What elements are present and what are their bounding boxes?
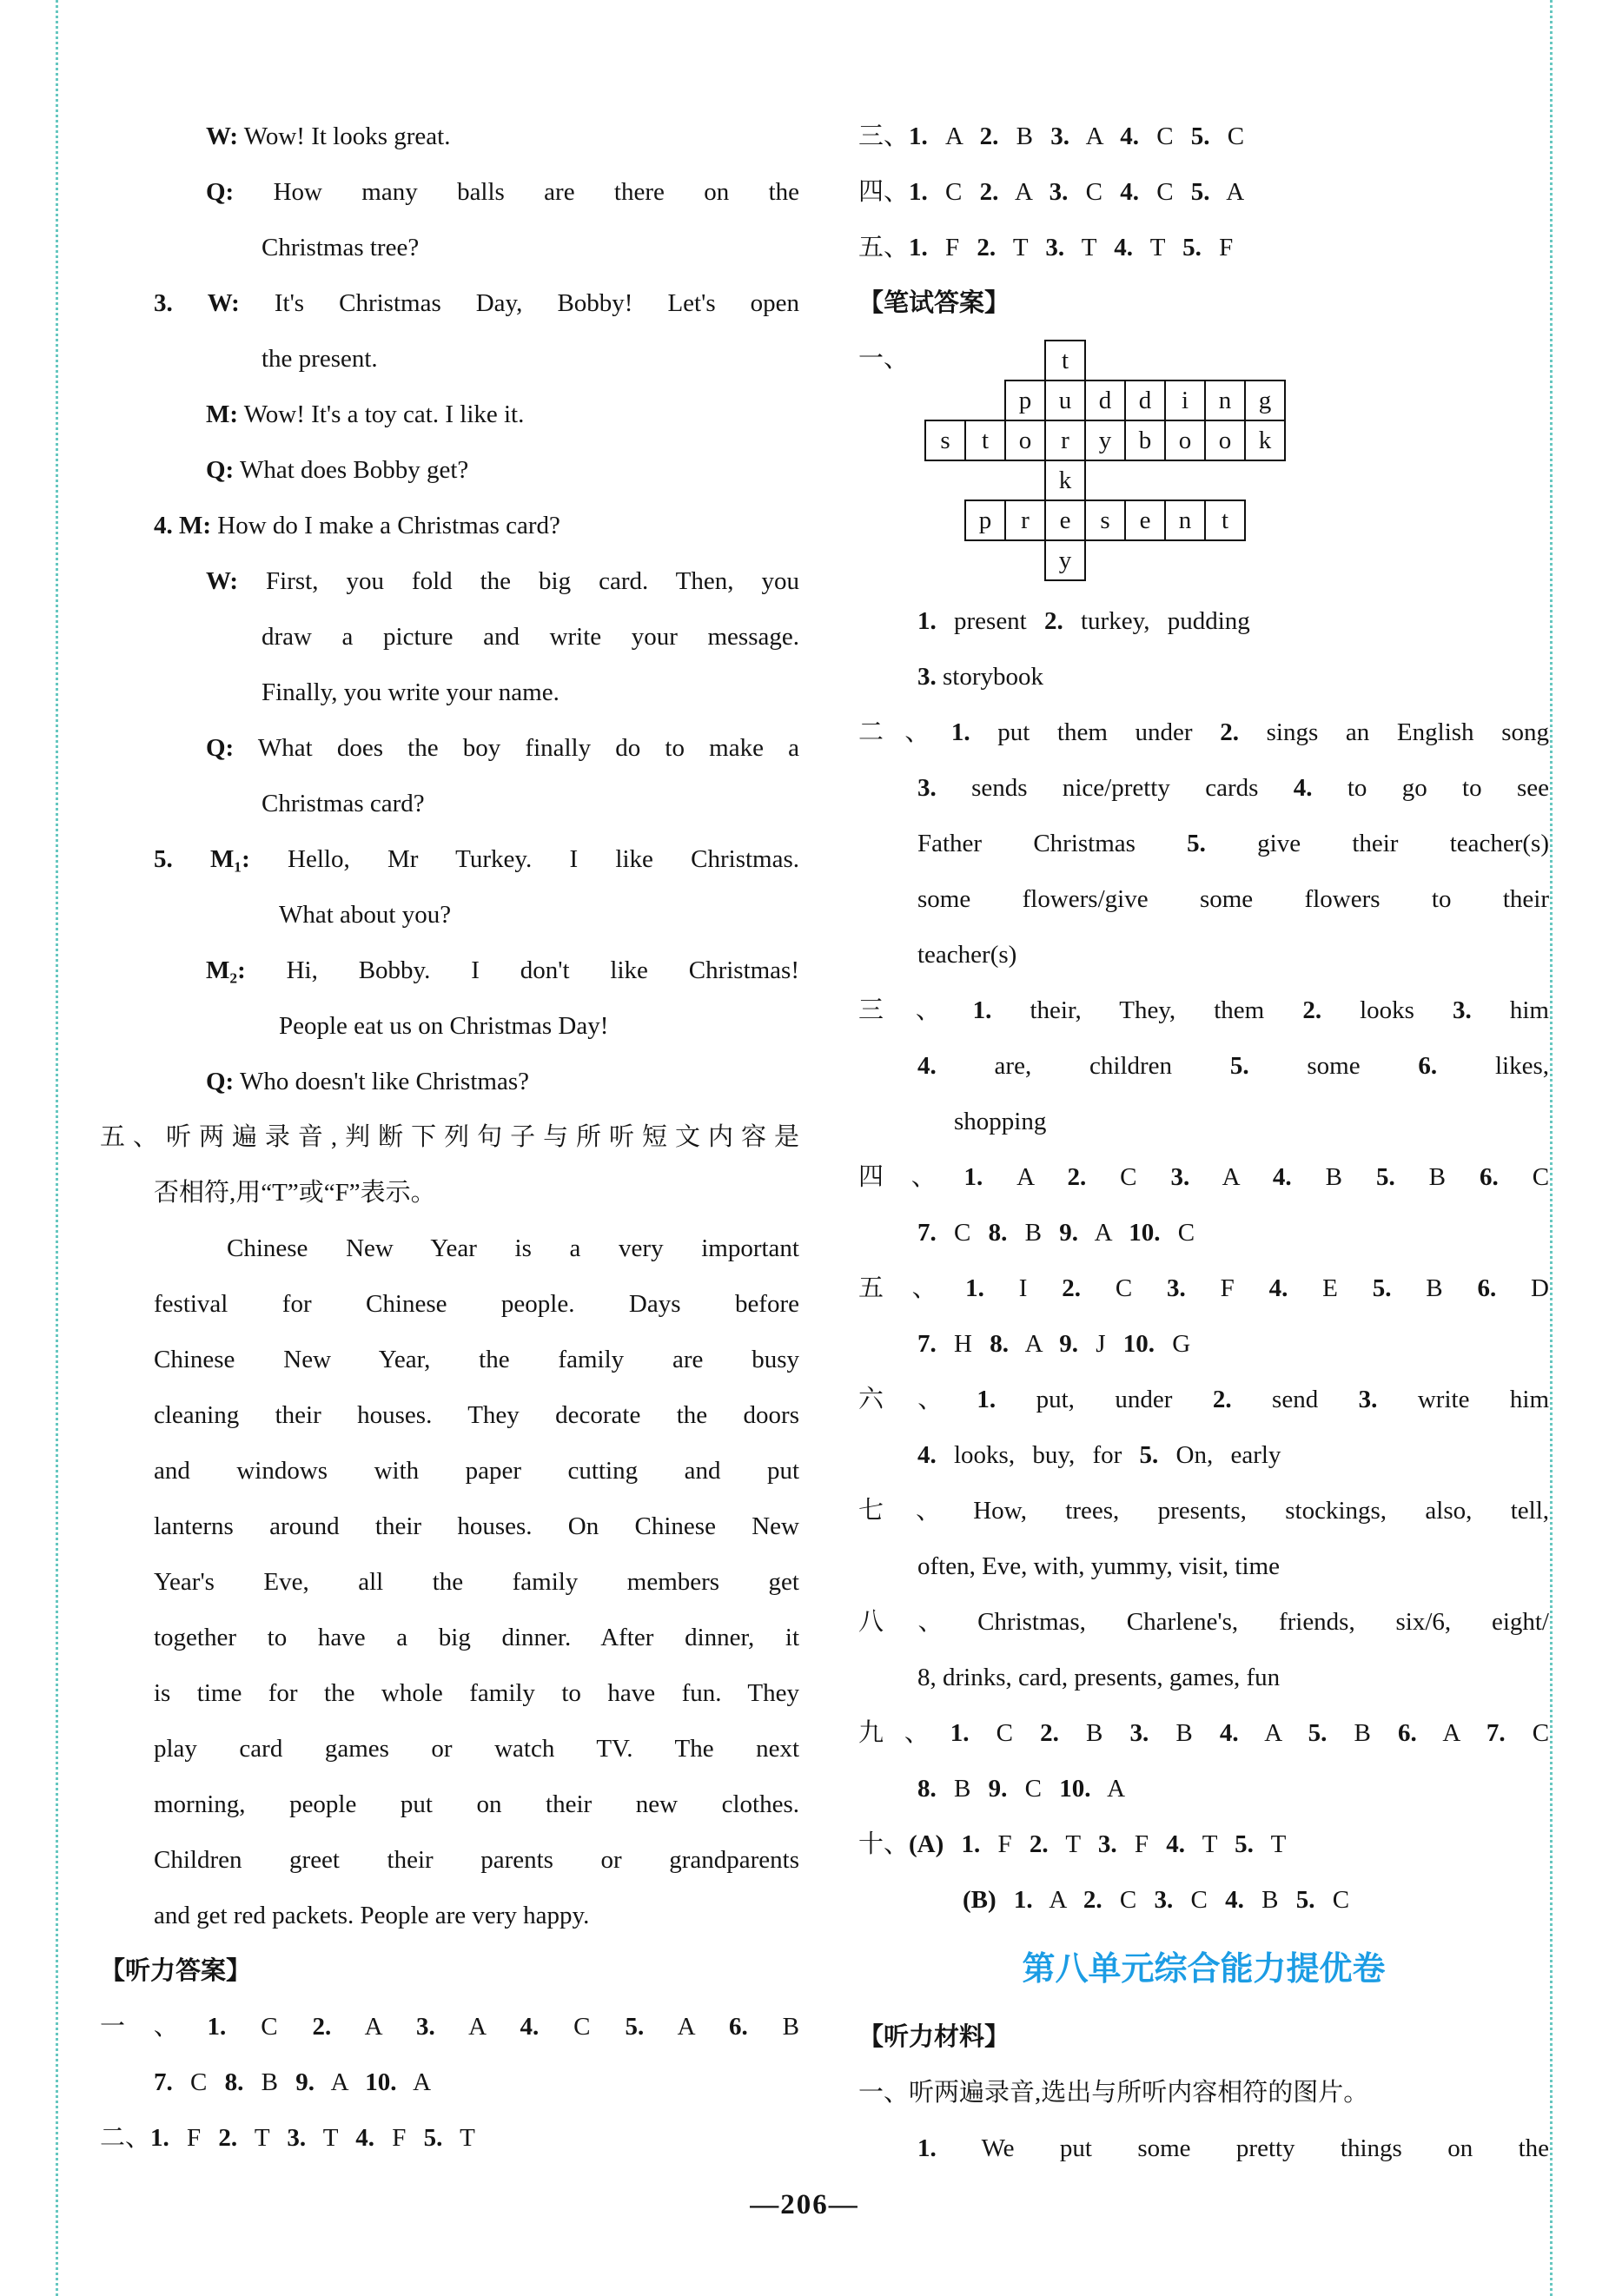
crossword-cell: e [1125, 500, 1165, 540]
crossword-empty-cell [1085, 460, 1125, 500]
crossword-cell: b [1125, 420, 1165, 460]
crossword-cell: o [1205, 420, 1245, 460]
text-line: is time for the whole family to have fun. They [154, 1679, 799, 1707]
crossword-cell: o [1005, 420, 1045, 460]
text-line: 四、1. A 2. C 3. A 4. B 5. B 6. C [858, 1163, 1550, 1191]
crossword-empty-cell [1125, 540, 1165, 580]
text-line: festival for Chinese people. Days before [154, 1290, 799, 1318]
text-line: M: Wow! It's a toy cat. I like it. [206, 400, 525, 428]
text-line: 1. We put some pretty things on the [917, 2134, 1549, 2162]
crossword-empty-cell [925, 460, 965, 500]
crossword-cell: k [1245, 420, 1285, 460]
crossword-empty-cell [925, 341, 965, 380]
text-line: M₂: Hi, Bobby. I don't like Christmas! [206, 956, 799, 984]
text-line: often, Eve, with, yummy, visit, time [917, 1552, 1280, 1580]
crossword-cell: k [1045, 460, 1085, 500]
text-line: 5. M₁: Hello, Mr Turkey. I like Christmas. [154, 845, 799, 873]
text-line: 二、1. put them under 2. sings an English song [858, 718, 1549, 746]
text-line: draw a picture and write your message. [262, 623, 799, 651]
text-line: and get red packets. People are very happy. [154, 1902, 590, 1929]
text-line: Q: What does the boy finally do to make a [206, 734, 799, 762]
text-line: 【笔试答案】 [858, 289, 1010, 317]
text-line: 3. storybook [917, 663, 1043, 691]
crossword-empty-cell [1245, 341, 1285, 380]
crossword-empty-cell [1165, 341, 1205, 380]
text-line: 8. B 9. C 10. A [917, 1775, 1126, 1803]
text-line: 一、听两遍录音,选出与所听内容相符的图片。 [858, 2079, 1369, 2107]
text-line: 7. H 8. A 9. J 10. G [917, 1330, 1191, 1358]
crossword-empty-cell [1005, 341, 1045, 380]
text-line: Christmas card? [262, 790, 425, 817]
text-line: 一、1. C 2. A 3. A 4. C 5. A 6. B [100, 2013, 800, 2041]
crossword-grid [924, 340, 1286, 581]
crossword-section-label: 一、 [858, 345, 910, 373]
crossword-cell: d [1125, 380, 1165, 420]
text-line: 二、1. F 2. T 3. T 4. F 5. T [100, 2124, 475, 2152]
crossword-empty-cell [1005, 540, 1045, 580]
text-line: 八、Christmas, Charlene's, friends, six/6, eight/ [858, 1608, 1549, 1636]
crossword-cell: s [1085, 500, 1125, 540]
crossword-cell: o [1165, 420, 1205, 460]
page-number: —206— [750, 2189, 859, 2220]
text-line: teacher(s) [917, 941, 1017, 969]
crossword-empty-cell [1005, 460, 1045, 500]
text-line: Children greet their parents or grandparents [154, 1846, 799, 1874]
unit8-title: 第八单元综合能力提优卷 [1022, 1951, 1386, 1988]
text-line: Finally, you write your name. [262, 678, 560, 706]
crossword-cell: n [1165, 500, 1205, 540]
text-line: 4. looks, buy, for 5. On, early [917, 1441, 1281, 1469]
text-line: 【听力材料】 [858, 2023, 1010, 2051]
text-line: 4. M: How do I make a Christmas card? [154, 512, 560, 539]
crossword-empty-cell [1085, 540, 1125, 580]
right-column [858, 109, 1549, 2176]
left-dotted-rule [56, 0, 58, 2296]
crossword-empty-cell [965, 540, 1005, 580]
text-line: 六、1. put, under 2. send 3. write him [858, 1386, 1549, 1413]
text-line: together to have a big dinner. After dinner, it [154, 1624, 799, 1651]
crossword-empty-cell [1205, 540, 1245, 580]
text-line: Q: What does Bobby get? [206, 456, 469, 484]
text-line: 七、How, trees, presents, stockings, also, tell, [858, 1497, 1549, 1525]
crossword-empty-cell [1245, 500, 1285, 540]
crossword-empty-cell [1165, 460, 1205, 500]
text-line: 九、1. C 2. B 3. B 4. A 5. B 6. A 7. C [858, 1719, 1550, 1747]
crossword-cell: t [1045, 341, 1085, 380]
text-line: some flowers/give some flowers to their [917, 885, 1549, 913]
crossword-cell: d [1085, 380, 1125, 420]
crossword-cell: e [1045, 500, 1085, 540]
text-line: What about you? [279, 901, 452, 929]
text-line: Q: Who doesn't like Christmas? [206, 1068, 529, 1095]
text-line: 五、1. F 2. T 3. T 4. T 5. F [858, 234, 1234, 261]
text-line: Chinese New Year, the family are busy [154, 1346, 799, 1373]
crossword-empty-cell [1125, 341, 1165, 380]
crossword-cell: t [1205, 500, 1245, 540]
text-line: 十、(A) 1. F 2. T 3. F 4. T 5. T [858, 1830, 1287, 1858]
crossword-cell: i [1165, 380, 1205, 420]
text-line: 8, drinks, card, presents, games, fun [917, 1664, 1281, 1691]
crossword-cell: y [1085, 420, 1125, 460]
crossword-empty-cell [925, 540, 965, 580]
text-line: and windows with paper cutting and put [154, 1457, 799, 1485]
text-line: shopping [954, 1108, 1047, 1135]
text-line: Christmas tree? [262, 234, 420, 261]
text-line: the present. [262, 345, 378, 373]
text-line: 4. are, children 5. some 6. likes, [917, 1052, 1549, 1080]
text-line: 四、1. C 2. A 3. C 4. C 5. A [858, 178, 1245, 206]
text-line: W: Wow! It looks great. [206, 122, 451, 150]
text-line: play card games or watch TV. The next [154, 1735, 799, 1763]
crossword-empty-cell [1165, 540, 1205, 580]
crossword-empty-cell [965, 380, 1005, 420]
crossword-block [858, 340, 1549, 581]
crossword-cell: r [1005, 500, 1045, 540]
text-line: 五、1. I 2. C 3. F 4. E 5. B 6. D [858, 1274, 1549, 1302]
text-line: 3. W: It's Christmas Day, Bobby! Let's open [154, 289, 800, 317]
text-line: (B) 1. A 2. C 3. C 4. B 5. C [963, 1886, 1350, 1914]
crossword-cell: u [1045, 380, 1085, 420]
text-line: 【听力答案】 [100, 1957, 252, 1985]
crossword-cell: s [925, 420, 965, 460]
text-line: cleaning their houses. They decorate the doors [154, 1401, 799, 1429]
text-line: 五、听两遍录音,判断下列句子与所听短文内容是 [100, 1123, 799, 1151]
crossword-cell: t [965, 420, 1005, 460]
crossword-empty-cell [925, 380, 965, 420]
crossword-empty-cell [1205, 341, 1245, 380]
crossword-empty-cell [965, 460, 1005, 500]
text-line: Father Christmas 5. give their teacher(s) [917, 830, 1549, 857]
text-line: Q: How many balls are there on the [206, 178, 799, 206]
text-line: People eat us on Christmas Day! [279, 1012, 609, 1040]
crossword-empty-cell [925, 500, 965, 540]
text-line: Year's Eve, all the family members get [154, 1568, 799, 1596]
text-line: 三、1. their, They, them 2. looks 3. him [858, 996, 1549, 1024]
left-column [100, 109, 799, 2166]
text-line: lanterns around their houses. On Chinese New [154, 1512, 799, 1540]
text-line: morning, people put on their new clothes. [154, 1790, 799, 1818]
crossword-empty-cell [1125, 460, 1165, 500]
crossword-empty-cell [1245, 460, 1285, 500]
text-line: W: First, you fold the big card. Then, you [206, 567, 799, 595]
crossword-cell: p [965, 500, 1005, 540]
crossword-cell: r [1045, 420, 1085, 460]
crossword-cell: y [1045, 540, 1085, 580]
crossword-empty-cell [1205, 460, 1245, 500]
text-line: 3. sends nice/pretty cards 4. to go to see [917, 774, 1549, 802]
crossword-cell: p [1005, 380, 1045, 420]
right-dotted-rule [1550, 0, 1553, 2296]
crossword-empty-cell [965, 341, 1005, 380]
crossword-empty-cell [1245, 540, 1285, 580]
crossword-empty-cell [1085, 341, 1125, 380]
text-line: 1. present 2. turkey, pudding [917, 607, 1250, 635]
text-line: 否相符,用“T”或“F”表示。 [154, 1179, 436, 1207]
text-line: 7. C 8. B 9. A 10. A [154, 2068, 432, 2096]
text-line: 三、1. A 2. B 3. A 4. C 5. C [858, 122, 1245, 150]
crossword-cell: g [1245, 380, 1285, 420]
crossword-cell: n [1205, 380, 1245, 420]
text-line: Chinese New Year is a very important [227, 1234, 799, 1262]
text-line: 7. C 8. B 9. A 10. C [917, 1219, 1195, 1247]
